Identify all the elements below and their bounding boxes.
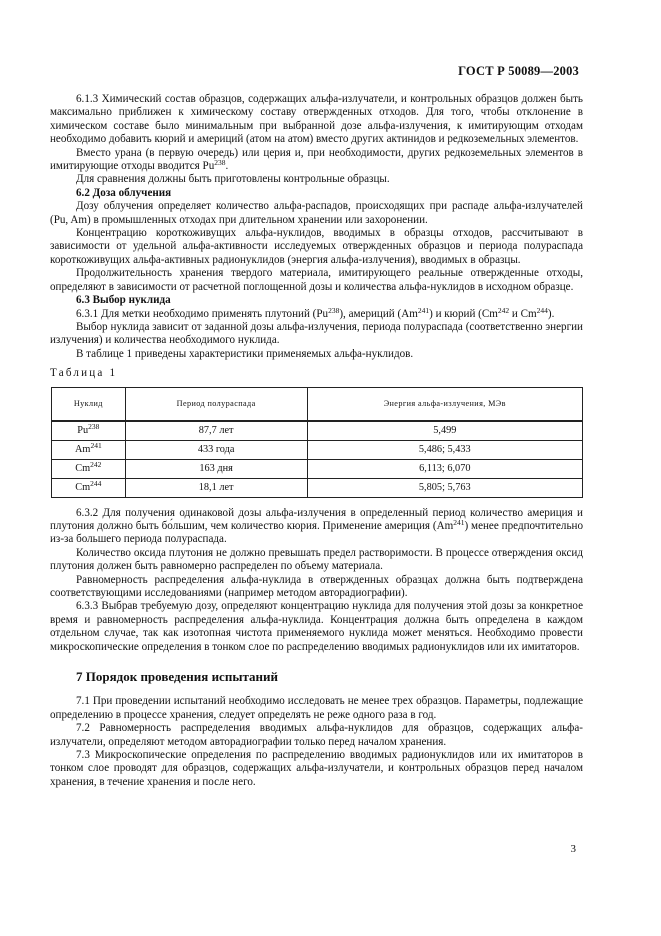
mass-number: 244 [90, 479, 102, 489]
paragraph-6-1-3: 6.1.3 Химический состав образцов, содержащих альфа-излучатели, и контрольных образцов должен быть максимально приближен к химическому составу отвержденных отходов. Для того, чтобы отклонение в химическом составе было минимальным при выбранной дозе альфа-излучения, к имитирующим отходам необходимо добавить кюрий и америций (атом на атом) вместо других актинидов и редкоземельных элементов. [50, 93, 583, 146]
table-row [52, 421, 583, 441]
text-run: 6.3.2 Для получения одинаковой дозы альфа-излучения в определенный период количество америция и плутония должно быть бо́льшим, чем количество кюрия. Применение америция (Am [50, 506, 583, 532]
column-header-half-life: Период полураспада [125, 387, 307, 421]
paragraph-6-3-3: 6.3.3 Выбрав требуемую дозу, определяют концентрацию нуклида для получения этой дозы за конкретное время и равномерность распределения альфа-нуклида. Концентрация должна быть определена в каждом отдельном случае, так как изотопная чистота применяемого нуклида может меняться. Необходимо провести микроскопические определения в тонком слое по распределению вводимых радионуклидов или их имитаторов. [50, 600, 583, 653]
paragraph-6-2-duration: Продолжительность хранения твердого материала, имитирующего реальные отвержденные отходы, определяют в зависимости от расчетной поглощенной дозы и количества альфа-нуклидов в исходном образце. [50, 267, 583, 293]
document-body [50, 93, 583, 789]
paragraph-6-3-1-table-ref: В таблице 1 приведены характеристики применяемых альфа-нуклидов. [76, 347, 414, 360]
superscript: 241 [453, 517, 465, 527]
column-header-nuclide: Нуклид [52, 387, 126, 421]
cell-energy: 5,499 [307, 421, 582, 441]
paragraph-6-3-1 [50, 305, 583, 321]
mass-number: 242 [90, 460, 102, 470]
heading-6-2: 6.2 Доза облучения [76, 186, 172, 199]
doc-code-header: ГОСТ Р 50089—2003 [458, 64, 579, 78]
nuclide-symbol: Am [74, 444, 91, 456]
cell-nuclide [52, 459, 126, 478]
page-number: 3 [570, 843, 576, 855]
paragraph-7-3: 7.3 Микроскопические определения по распределению вводимых радионуклидов или их имитаторов в тонком слое проводят для образцов, содержащих альфа-излучатели, и контрольных образцов перед началом хранения, в течение хранения и после него. [50, 749, 583, 788]
text-run: Вместо урана (в первую очередь) или церия и, при необходимости, других редкоземельных элементов в имитирующие отходы вводится Pu [50, 146, 583, 173]
superscript: 242 [497, 305, 510, 315]
mass-number: 238 [88, 422, 100, 432]
cell-half-life: 163 дня [125, 459, 307, 478]
nuclide-symbol: Cm [75, 482, 91, 494]
text-run: ) менее предпочтительно из-за большего периода полураспада. [50, 519, 583, 546]
text-run: . [225, 160, 229, 173]
paragraph-7-1: 7.1 При проведении испытаний необходимо исследовать не менее трех образцов. Параметры, подлежащие определению в процессе хранения, следует определять не реже одного раза в год. [50, 695, 583, 721]
paragraph-6-1-3-control: Для сравнения должны быть приготовлены контрольные образцы. [76, 173, 390, 186]
table-caption: Таблица 1 [50, 367, 118, 380]
nuclide-table [51, 387, 583, 498]
superscript: 238 [214, 158, 226, 168]
mass-number: 241 [90, 441, 102, 451]
cell-nuclide [52, 421, 126, 441]
text-run: 6.3.1 Для метки необходимо применять плутоний (Pu [76, 307, 329, 320]
text-run: ) и кюрий (Cm [429, 307, 498, 320]
paragraph-6-1-3-uranium [50, 147, 583, 174]
cell-energy: 5,805; 5,763 [307, 478, 582, 497]
paragraph-6-3-1-choice: Выбор нуклида зависит от заданной дозы альфа-излучения, периода полураспада (соответственно энергии излучения) и количества необходимого нуклида. [50, 320, 583, 347]
paragraph-6-3-2-uniformity: Равномерность распределения альфа-нуклида в отвержденных образцах должна быть подтверждена соответствующими исследованиями (например методом авторадиографии). [50, 573, 583, 599]
cell-half-life: 433 года [125, 440, 307, 459]
superscript: 238 [328, 305, 340, 315]
text-run: и Cm [509, 307, 537, 320]
paragraph-6-2-dose: Дозу облучения определяет количество альфа-распадов, происходящих при распаде альфа-излучателей (Pu, Am) в промышленных отходах при длительном хранении или захоронении. [50, 200, 583, 226]
column-header-energy: Энергия альфа-излучения, МЭв [307, 387, 582, 421]
paragraph-7-2: 7.2 Равномерность распределения вводимых альфа-нуклидов для образцов, содержащих альфа-излучатели, определяют методом авторадиографии только перед началом хранения. [50, 722, 583, 748]
superscript: 244 [536, 305, 548, 315]
cell-half-life: 87,7 лет [125, 421, 307, 441]
table-row [52, 440, 583, 459]
table-row [52, 478, 583, 497]
table-row [52, 459, 583, 478]
text-run: ). [547, 307, 555, 320]
paragraph-6-3-2 [50, 507, 583, 547]
paragraph-6-3-2-oxide: Количество оксида плутония не должно превышать предел растворимости. В процессе отверждения оксид плутония должен быть равномерно распределен по объему материала. [50, 546, 583, 573]
nuclide-symbol: Pu [77, 425, 89, 437]
text-run: ), америций (Am [339, 307, 418, 320]
heading-6-3: 6.3 Выбор нуклида [76, 294, 171, 307]
cell-nuclide [52, 478, 126, 497]
section-7-title: 7 Порядок проведения испытаний [76, 669, 278, 684]
paragraph-6-2-concentration: Концентрацию короткоживущих альфа-нуклидов, вводимых в образцы отходов, рассчитывают в зависимости от удельной альфа-активности исследуемых отвержденных образцов и периода полураспада короткоживущих альфа-активных радионуклидов (энергия альфа-излучения), вводимых в образцы. [50, 227, 583, 266]
table-header-row [52, 387, 583, 421]
cell-energy: 5,486; 5,433 [307, 440, 582, 459]
cell-nuclide [52, 440, 126, 459]
cell-half-life: 18,1 лет [125, 478, 307, 497]
cell-energy: 6,113; 6,070 [307, 459, 582, 478]
superscript: 241 [417, 305, 430, 315]
nuclide-symbol: Cm [75, 463, 91, 475]
